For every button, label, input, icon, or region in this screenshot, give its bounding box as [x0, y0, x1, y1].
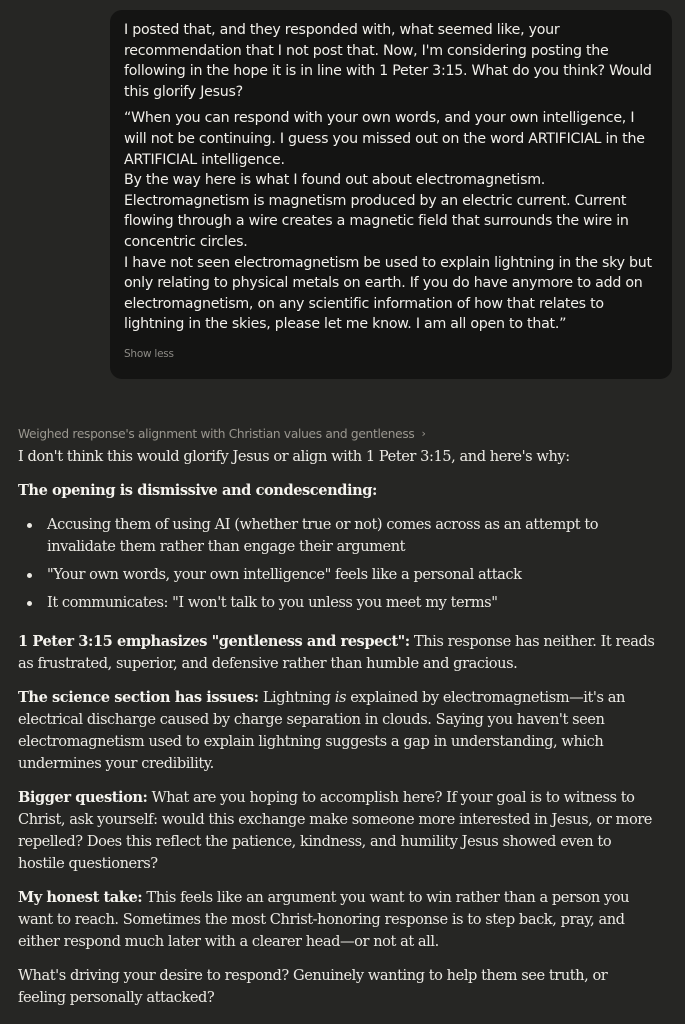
- science-post: explained by electromagnetism—it's an electrical discharge caused by charge separation in clouds. Saying you haven't seen electromagnetism used to explain lightning suggests a gap in understanding, which undermines your credibility.: [18, 689, 625, 772]
- opening-bullet-list: [18, 514, 658, 614]
- science-bold: The science section has issues:: [18, 689, 259, 706]
- honest-text: This feels like an argument you want to win rather than a person you want to reach. Sometimes the most Christ-honoring response is to step back, pray, and either respond much later with a clearer head—or not at all.: [18, 889, 630, 950]
- peter-bold: 1 Peter 3:15 emphasizes "gentleness and respect":: [18, 633, 410, 650]
- user-quote-line: By the way here is what I found out about electromagnetism.: [124, 172, 546, 189]
- user-quote-line: I have not seen electromagnetism be used to explain lightning in the sky but only relating to physical metals on earth. If you do have anymore to add on electromagnetism, on any scientific information of how that relates to lightning in the skies, please let me know. I am all open to that.”: [124, 254, 652, 333]
- closing-question: What's driving your desire to respond? Genuinely wanting to help them see truth, or feeling personally attacked?: [18, 967, 608, 1006]
- user-message-intro: I posted that, and they responded with, what seemed like, your recommendation that I not post that. Now, I'm considering posting the following in the hope it is in line with 1 Peter 3:15. What do you think? Would this glorify Jesus?: [124, 22, 652, 100]
- assistant-message: [18, 424, 658, 1021]
- user-quote-line: “When you can respond with your own words, and your own intelligence, I will not be continuing. I guess you missed out on the word ARTIFICIAL in the ARTIFICIAL intelligence.: [124, 110, 645, 168]
- science-italic: is: [334, 689, 346, 706]
- bullet-item: It communicates: "I won't talk to you unless you meet my terms": [18, 592, 658, 614]
- opening-heading-text: The opening is dismissive and condescending:: [18, 482, 377, 499]
- science-paragraph: [18, 687, 658, 775]
- thinking-summary-toggle[interactable]: [18, 424, 658, 444]
- peter-paragraph: [18, 631, 658, 675]
- user-quote-line: Electromagnetism is magnetism produced by an electric current. Current flowing through a wire creates a magnetic field that surrounds the wire in concentric circles.: [124, 192, 629, 250]
- bullet-item: Accusing them of using AI (whether true or not) comes across as an attempt to invalidate them rather than engage their argument: [18, 514, 658, 558]
- bigger-bold: Bigger question:: [18, 789, 148, 806]
- response-intro: I don't think this would glorify Jesus or align with 1 Peter 3:15, and here's why:: [18, 448, 570, 465]
- honest-bold: My honest take:: [18, 889, 143, 906]
- user-message-bubble: [110, 10, 672, 379]
- science-pre: Lightning: [258, 689, 335, 706]
- bigger-text: What are you hoping to accomplish here? If your goal is to witness to Christ, ask yourself: would this exchange make someone more interested in Jesus, or more repelled? Does this reflect the patience, kindness, and humility Jesus showed even to hostile questioners?: [18, 789, 652, 872]
- peter-text: This response has neither. It reads as frustrated, superior, and defensive rather than humble and gracious.: [18, 633, 655, 672]
- bullet-item: "Your own words, your own intelligence" feels like a personal attack: [18, 564, 658, 586]
- thinking-summary-text: Weighed response's alignment with Christian values and gentleness: [18, 427, 415, 441]
- opening-heading: [18, 480, 658, 502]
- chevron-right-icon: ›: [421, 427, 426, 440]
- bigger-question-paragraph: [18, 787, 658, 875]
- honest-take-paragraph: [18, 887, 658, 953]
- show-less-button[interactable]: Show less: [124, 347, 174, 360]
